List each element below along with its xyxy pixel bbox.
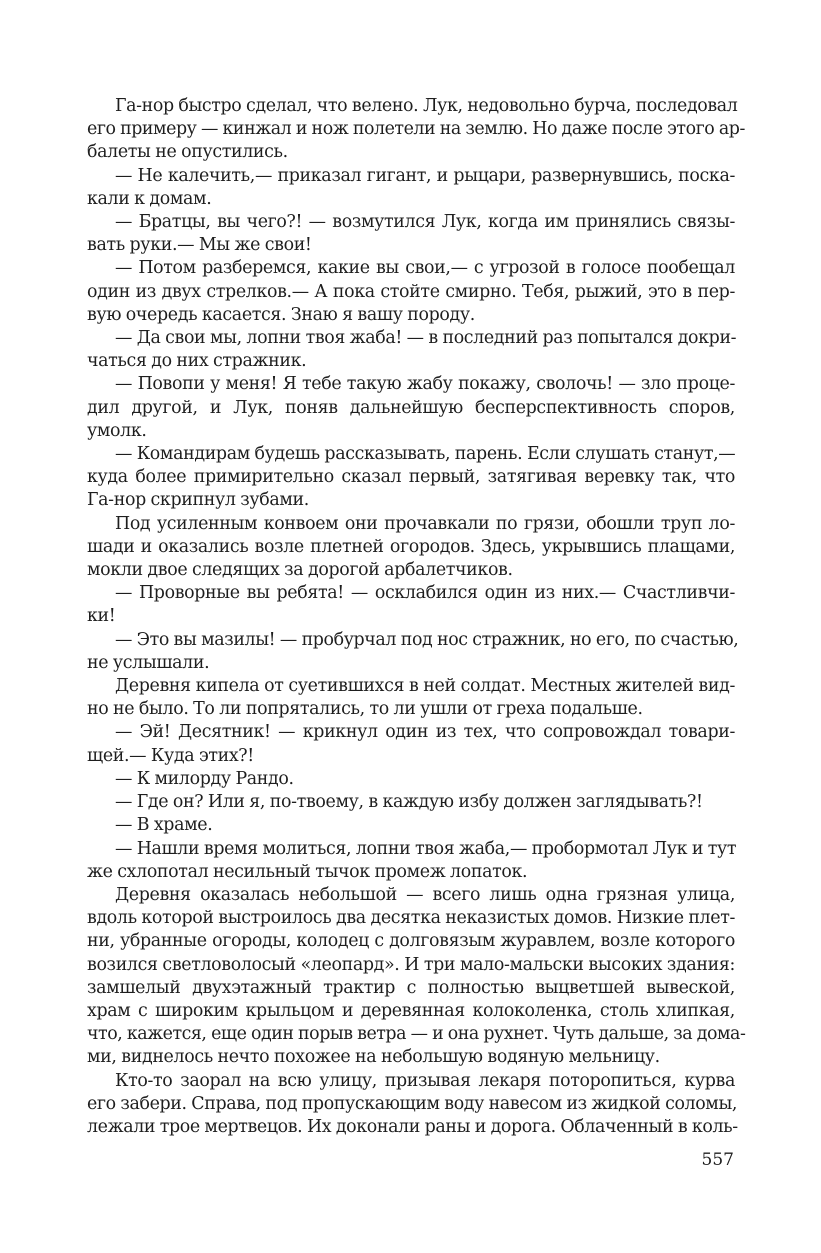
text-line: не услышали. — [87, 652, 210, 673]
text-line: лежали трое мертвецов. Их доконали раны и дорога. Облаченный в коль- — [87, 1116, 738, 1137]
paragraph — [87, 814, 735, 837]
text-line: дил другой, и Лук, поняв дальнейшую бесперспективность споров, — [87, 397, 735, 418]
paragraph — [87, 582, 735, 628]
text-line: его примеру — кинжал и нож полетели на землю. Но даже после этого ар- — [87, 119, 745, 140]
text-line: — В храме. — [115, 815, 213, 836]
paragraph — [87, 1070, 738, 1140]
paragraph — [87, 95, 745, 165]
text-line: — Повопи у меня! Я тебе такую жабу покажу, сволочь! — зло проце- — [115, 374, 735, 395]
paragraph — [87, 768, 735, 791]
text-line: возился светловолосый «леопард». И три мало-мальски высоких здания: — [87, 954, 735, 975]
text-line: шади и оказались возле плетней огородов. Здесь, укрывшись плащами, — [87, 536, 735, 557]
paragraph — [87, 838, 735, 884]
paragraph — [87, 211, 735, 257]
paragraph — [87, 675, 735, 721]
paragraph — [87, 884, 746, 1070]
paragraph — [87, 513, 735, 583]
paragraph — [87, 721, 735, 767]
text-line: что, кажется, еще один порыв ветра — и она рухнет. Чуть дальше, за дома- — [87, 1024, 746, 1045]
paragraph — [87, 165, 735, 211]
text-line: Деревня кипела от суетившихся в ней солдат. Местных жителей вид- — [115, 676, 735, 697]
text-line: вать руки.— Мы же свои! — [87, 235, 312, 256]
text-line: ми, виднелось нечто похожее на небольшую водяную мельницу. — [87, 1047, 660, 1068]
text-line: — Эй! Десятник! — крикнул один из тех, что сопровождал товари- — [115, 722, 735, 743]
text-line: — Проворные вы ребята! — осклабился один из них.— Счастливчи- — [115, 583, 735, 604]
text-line: Деревня оказалась небольшой — всего лишь одна грязная улица, — [115, 884, 735, 905]
text-line: ки! — [87, 606, 116, 627]
text-line: балеты не опустились. — [87, 142, 288, 163]
text-line: но не было. То ли попрятались, то ли ушли от греха подальше. — [87, 699, 643, 720]
text-line: Под усиленным конвоем они прочавкали по грязи, обошли труп ло- — [115, 513, 735, 534]
text-line: ни, убранные огороды, колодец с долговязым журавлем, возле которого — [87, 931, 735, 952]
text-line: его забери. Справа, под пропускающим воду навесом из жидкой соломы, — [87, 1093, 738, 1114]
text-line: щей.— Куда этих?! — [87, 745, 254, 766]
paragraph — [87, 629, 739, 675]
paragraph — [87, 257, 735, 327]
text-line: вую очередь касается. Знаю я вашу породу. — [87, 304, 475, 325]
text-line: куда более примирительно сказал первый, затягивая веревку так, что — [87, 467, 735, 488]
paragraph — [87, 443, 735, 513]
text-line: — Не калечить,— приказал гигант, и рыцари, развернувшись, поска- — [115, 165, 735, 186]
text-line: — Это вы мазилы! — пробурчал под нос стражник, но его, по счастью, — [115, 629, 739, 650]
text-line: — Где он? Или я, по-твоему, в каждую избу должен заглядывать?! — [115, 792, 703, 813]
text-line: замшелый двухэтажный трактир с полностью выцветшей вывеской, — [87, 977, 735, 998]
page-number: 557 — [701, 1150, 734, 1170]
text-line: мокли двое следящих за дорогой арбалетчиков. — [87, 560, 513, 581]
text-line: же схлопотал несильный тычок промеж лопаток. — [87, 861, 528, 882]
text-line: — К милорду Рандо. — [115, 768, 294, 789]
text-line: — Потом разберемся, какие вы свои,— с угрозой в голосе пообещал — [115, 258, 735, 279]
text-line: один из двух стрелков.— А пока стойте смирно. Тебя, рыжий, это в пер- — [87, 281, 735, 302]
text-line: — Братцы, вы чего?! — возмутился Лук, когда им принялись связы- — [115, 212, 735, 233]
paragraph — [87, 791, 735, 814]
text-line: Га-нор быстро сделал, что велено. Лук, недовольно бурча, последовал — [115, 96, 738, 116]
body-text — [87, 95, 746, 1139]
text-line: умолк. — [87, 420, 147, 441]
paragraph — [87, 327, 735, 373]
text-line: — Командирам будешь рассказывать, парень. Если слушать станут,— — [115, 444, 736, 465]
text-line: Кто-то заорал на всю улицу, призывая лекаря поторопиться, курва — [115, 1070, 735, 1091]
text-line: чаться до них стражник. — [87, 351, 307, 372]
text-line: храм с широким крыльцом и деревянная колоколенка, столь хлипкая, — [87, 1000, 735, 1021]
text-line: — Да свои мы, лопни твоя жаба! — в последний раз попытался докри- — [115, 328, 737, 349]
text-line: кали к домам. — [87, 188, 212, 209]
text-line: вдоль которой выстроилось два десятка неказистых домов. Низкие плет- — [87, 908, 735, 929]
text-line: — Нашли время молиться, лопни твоя жаба,— пробормотал Лук и тут — [115, 838, 737, 859]
text-line: Га-нор скрипнул зубами. — [87, 490, 309, 511]
paragraph — [87, 373, 735, 443]
